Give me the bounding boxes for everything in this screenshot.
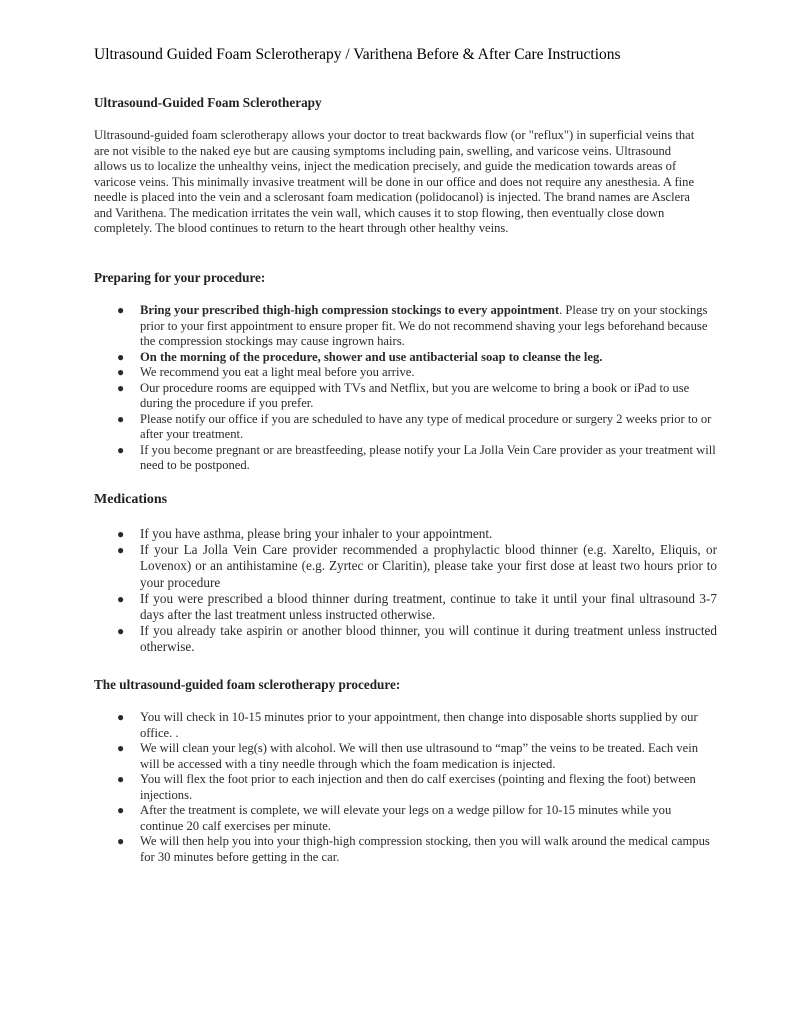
list-item-text: Please notify our office if you are scheduled to have any type of medical procedure or surgery 2 weeks prior to or after your treatment. (140, 411, 712, 441)
list-item (117, 772, 717, 803)
list-item-text: . Please try on your stockings prior to your first appointment to ensure proper fit. We do not recommend shaving your legs beforehand because the compression stockings may cause ingrown hairs. (140, 303, 708, 348)
bullet-icon: ● (117, 624, 125, 639)
list-item (117, 741, 717, 772)
list-item (117, 591, 717, 623)
list-item (117, 443, 717, 474)
bullet-icon: ● (117, 411, 125, 426)
list-item (117, 381, 717, 412)
bullet-icon: ● (117, 442, 125, 457)
preparing-list (117, 303, 717, 474)
bullet-icon: ● (117, 591, 125, 606)
bullet-icon: ● (117, 527, 125, 541)
list-item (117, 412, 717, 443)
list-item (117, 365, 717, 381)
medications-heading: Medications (94, 492, 168, 507)
bullet-icon: ● (117, 365, 125, 379)
bullet-icon: ● (117, 772, 125, 786)
list-item-text: After the treatment is complete, we will elevate your legs on a wedge pillow for 10-15 minutes while you continue 20 calf exercises per minute. (140, 803, 672, 833)
bullet-icon: ● (117, 303, 125, 317)
list-item (117, 303, 717, 350)
list-item (117, 803, 717, 834)
list-item (117, 623, 717, 655)
list-item (117, 710, 717, 741)
list-item (117, 526, 717, 542)
bullet-icon: ● (117, 349, 125, 364)
medications-list (117, 526, 717, 656)
list-item-bold: On the morning of the procedure, shower and use antibacterial soap to cleanse the leg. (140, 349, 603, 364)
list-item-text: If you already take aspirin or another blood thinner, you will continue it during treatment unless instructed otherwise. (140, 623, 717, 655)
list-item-text: If you become pregnant or are breastfeeding, please notify your La Jolla Vein Care provider as your treatment will need to be postponed. (140, 442, 716, 472)
bullet-icon: ● (117, 803, 125, 817)
list-item (117, 542, 717, 591)
list-item-text: If you have asthma, please bring your inhaler to your appointment. (140, 526, 493, 541)
procedure-heading: The ultrasound-guided foam sclerotherapy procedure: (94, 677, 401, 692)
bullet-icon: ● (117, 741, 125, 755)
bullet-icon: ● (117, 710, 125, 724)
list-item (117, 350, 717, 366)
bullet-icon: ● (117, 834, 125, 848)
list-item-text: You will flex the foot prior to each injection and then do calf exercises (pointing and flexing the foot) between injections. (140, 772, 696, 802)
bullet-icon: ● (117, 380, 125, 395)
list-item-text: Our procedure rooms are equipped with TVs and Netflix, but you are welcome to bring a book or iPad to use during the procedure if you prefer. (140, 380, 690, 410)
bullet-icon: ● (117, 543, 125, 558)
document-title: Ultrasound Guided Foam Sclerotherapy / Varithena Before & After Care Instructions (94, 46, 621, 63)
intro-paragraph: Ultrasound-guided foam sclerotherapy allows your doctor to treat backwards flow (or "reflux") in superficial veins that are not visible to the naked eye but are causing symptoms including pain, swelling, and varicose veins. Ultrasound allows us to localize the unhealthy veins, inject the medication precisely, and guide the medication towards areas of varicose veins. This minimally invasive treatment will be done in our office and does not require any anesthesia. A fine needle is placed into the vein and a sclerosant foam medication (polidocanol) is injected. The brand names are Asclera and Varithena. The medication irritates the vein wall, which causes it to stop flowing, then eventually close down completely. The blood continues to return to the heart through other healthy veins. (94, 128, 695, 235)
list-item-text: If you were prescribed a blood thinner during treatment, continue to take it until your final ultrasound 3-7 days after the last treatment unless instructed otherwise. (140, 590, 717, 623)
preparing-heading: Preparing for your procedure: (94, 270, 266, 285)
intro-heading: Ultrasound-Guided Foam Sclerotherapy (94, 95, 322, 110)
list-item-text: We will clean your leg(s) with alcohol. We will then use ultrasound to “map” the veins to be treated. Each vein will be accessed with a tiny needle through which the foam medication is injected. (140, 741, 698, 771)
list-item-text: If your La Jolla Vein Care provider recommended a prophylactic blood thinner (e.g. Xarelto, Eliquis, or Lovenox) or an antihistamine (e.g. Zyrtec or Claritin), please take your first dose at least two hours prior to your procedure (140, 542, 717, 590)
list-item-text: We recommend you eat a light meal before you arrive. (140, 365, 415, 379)
procedure-list (117, 710, 717, 865)
list-item (117, 834, 717, 865)
list-item-bold: Bring your prescribed thigh-high compression stockings to every appointment (140, 303, 560, 317)
list-item-text: You will check in 10-15 minutes prior to your appointment, then change into disposable shorts supplied by our office. . (140, 710, 698, 740)
list-item-text: We will then help you into your thigh-high compression stocking, then you will walk around the medical campus for 30 minutes before getting in the car. (140, 834, 710, 864)
